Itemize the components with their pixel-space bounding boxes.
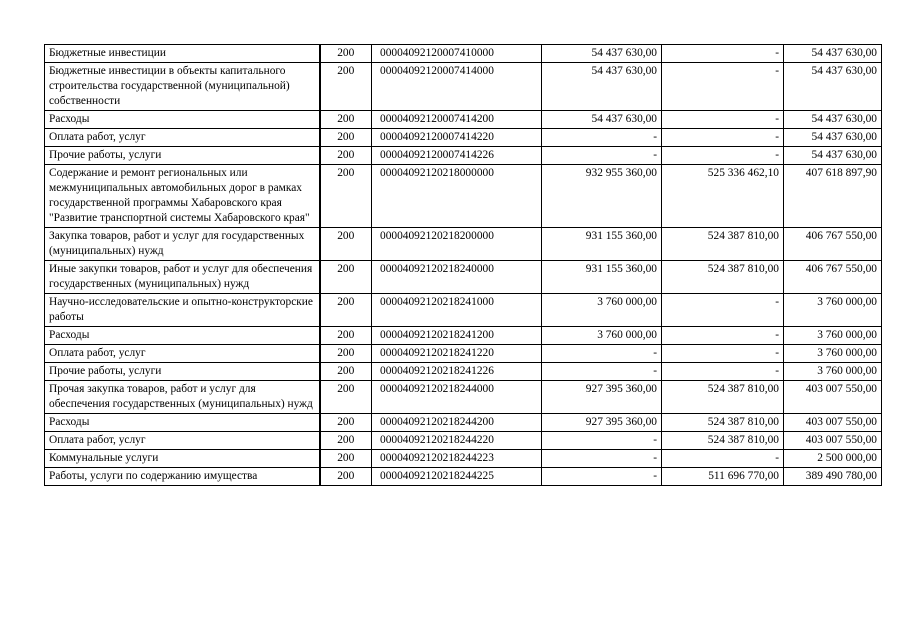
row-executed-cell: - [662,345,784,363]
row-name-cell: Прочая закупка товаров, работ и услуг для обеспечения государственных (муниципальных) нужд [45,381,320,414]
row-kbk-cell: 00004092120218241220 [372,345,542,363]
row-approved-cell: - [542,147,662,165]
row-remainder-cell: 403 007 550,00 [784,381,882,414]
row-executed-cell: 524 387 810,00 [662,414,784,432]
row-name-cell: Прочие работы, услуги [45,363,320,381]
row-kbk-cell: 00004092120218241000 [372,294,542,327]
row-remainder-cell: 54 437 630,00 [784,129,882,147]
row-code-cell: 200 [320,381,372,414]
row-approved-cell: 931 155 360,00 [542,228,662,261]
row-remainder-cell: 54 437 630,00 [784,63,882,111]
row-remainder-cell: 54 437 630,00 [784,45,882,63]
row-name-cell: Прочие работы, услуги [45,147,320,165]
row-name-cell: Оплата работ, услуг [45,129,320,147]
row-kbk-cell: 00004092120218244223 [372,450,542,468]
row-executed-cell: 524 387 810,00 [662,432,784,450]
row-code-cell: 200 [320,345,372,363]
table-row [45,294,882,327]
row-name-cell: Закупка товаров, работ и услуг для государственных (муниципальных) нужд [45,228,320,261]
row-code-cell: 200 [320,432,372,450]
row-code-cell: 200 [320,450,372,468]
row-code-cell: 200 [320,468,372,486]
row-remainder-cell: 403 007 550,00 [784,432,882,450]
row-name-cell: Бюджетные инвестиции в объекты капитального строительства государственной (муниципальной) собственности [45,63,320,111]
row-remainder-cell: 3 760 000,00 [784,327,882,345]
row-code-cell: 200 [320,45,372,63]
row-remainder-cell: 406 767 550,00 [784,261,882,294]
row-remainder-cell: 54 437 630,00 [784,111,882,129]
row-approved-cell: 54 437 630,00 [542,63,662,111]
table-row [45,363,882,381]
row-executed-cell: - [662,147,784,165]
row-approved-cell: 54 437 630,00 [542,45,662,63]
row-name-cell: Содержание и ремонт региональных или межмуниципальных автомобильных дорог в рамках государственной программы Хабаровского края "Развитие транспортной системы Хабаровского края" [45,165,320,228]
table-row [45,468,882,486]
row-code-cell: 200 [320,261,372,294]
row-approved-cell: - [542,363,662,381]
row-name-cell: Иные закупки товаров, работ и услуг для обеспечения государственных (муниципальных) нужд [45,261,320,294]
table-row [45,261,882,294]
row-kbk-cell: 00004092120218000000 [372,165,542,228]
row-code-cell: 200 [320,294,372,327]
row-name-cell: Коммунальные услуги [45,450,320,468]
table-row [45,165,882,228]
row-executed-cell: 524 387 810,00 [662,228,784,261]
row-approved-cell: 927 395 360,00 [542,414,662,432]
table-row [45,381,882,414]
budget-table-body [45,45,882,486]
row-code-cell: 200 [320,165,372,228]
row-code-cell: 200 [320,129,372,147]
row-executed-cell: 524 387 810,00 [662,381,784,414]
row-kbk-cell: 00004092120218244200 [372,414,542,432]
row-remainder-cell: 3 760 000,00 [784,363,882,381]
table-row [45,345,882,363]
table-row [45,432,882,450]
row-executed-cell: - [662,450,784,468]
table-row [45,228,882,261]
row-approved-cell: 927 395 360,00 [542,381,662,414]
table-row [45,111,882,129]
row-name-cell: Расходы [45,327,320,345]
row-remainder-cell: 54 437 630,00 [784,147,882,165]
row-kbk-cell: 00004092120007414200 [372,111,542,129]
row-kbk-cell: 00004092120007414226 [372,147,542,165]
row-remainder-cell: 406 767 550,00 [784,228,882,261]
row-kbk-cell: 00004092120218244220 [372,432,542,450]
row-kbk-cell: 00004092120218241200 [372,327,542,345]
row-name-cell: Оплата работ, услуг [45,345,320,363]
row-approved-cell: - [542,468,662,486]
row-code-cell: 200 [320,147,372,165]
row-kbk-cell: 00004092120007410000 [372,45,542,63]
table-row [45,129,882,147]
table-row [45,450,882,468]
row-executed-cell: - [662,45,784,63]
row-approved-cell: - [542,129,662,147]
row-remainder-cell: 403 007 550,00 [784,414,882,432]
row-remainder-cell: 3 760 000,00 [784,294,882,327]
row-executed-cell: - [662,111,784,129]
row-kbk-cell: 00004092120007414220 [372,129,542,147]
row-kbk-cell: 00004092120218241226 [372,363,542,381]
row-executed-cell: - [662,294,784,327]
row-name-cell: Расходы [45,111,320,129]
row-name-cell: Научно-исследовательские и опытно-конструкторские работы [45,294,320,327]
row-approved-cell: 932 955 360,00 [542,165,662,228]
row-remainder-cell: 389 490 780,00 [784,468,882,486]
row-approved-cell: 54 437 630,00 [542,111,662,129]
row-code-cell: 200 [320,228,372,261]
row-code-cell: 200 [320,111,372,129]
row-remainder-cell: 3 760 000,00 [784,345,882,363]
row-approved-cell: 3 760 000,00 [542,294,662,327]
row-executed-cell: - [662,63,784,111]
row-remainder-cell: 407 618 897,90 [784,165,882,228]
row-kbk-cell: 00004092120218244000 [372,381,542,414]
row-name-cell: Оплата работ, услуг [45,432,320,450]
row-approved-cell: - [542,450,662,468]
row-approved-cell: 3 760 000,00 [542,327,662,345]
row-code-cell: 200 [320,327,372,345]
row-kbk-cell: 00004092120007414000 [372,63,542,111]
row-executed-cell: 511 696 770,00 [662,468,784,486]
row-approved-cell: - [542,345,662,363]
table-row [45,147,882,165]
row-kbk-cell: 00004092120218200000 [372,228,542,261]
row-code-cell: 200 [320,414,372,432]
row-name-cell: Расходы [45,414,320,432]
row-name-cell: Бюджетные инвестиции [45,45,320,63]
table-row [45,63,882,111]
row-code-cell: 200 [320,363,372,381]
row-kbk-cell: 00004092120218240000 [372,261,542,294]
row-approved-cell: - [542,432,662,450]
row-executed-cell: 524 387 810,00 [662,261,784,294]
budget-table [44,44,882,486]
row-name-cell: Работы, услуги по содержанию имущества [45,468,320,486]
row-kbk-cell: 00004092120218244225 [372,468,542,486]
row-executed-cell: - [662,129,784,147]
row-executed-cell: - [662,327,784,345]
table-row [45,45,882,63]
table-row [45,327,882,345]
row-executed-cell: - [662,363,784,381]
row-code-cell: 200 [320,63,372,111]
table-row [45,414,882,432]
row-remainder-cell: 2 500 000,00 [784,450,882,468]
row-executed-cell: 525 336 462,10 [662,165,784,228]
row-approved-cell: 931 155 360,00 [542,261,662,294]
